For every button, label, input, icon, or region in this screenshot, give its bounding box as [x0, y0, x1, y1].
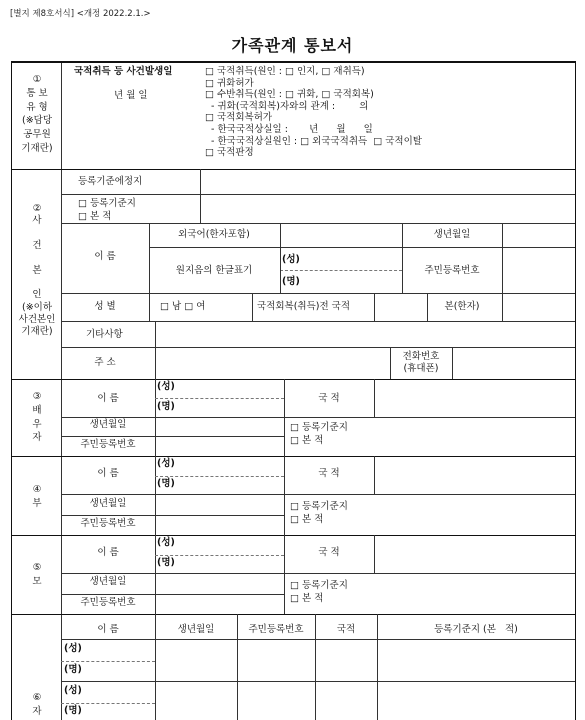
- section3-label: ③ 배 우 자: [32, 391, 42, 444]
- given-name-field[interactable]: (명): [282, 276, 300, 287]
- father-surname-field[interactable]: (성): [157, 458, 175, 469]
- father-name-label: 이 름: [97, 468, 119, 479]
- option-naturalization[interactable]: □ 귀화허가: [205, 77, 254, 89]
- base-reg-checkbox[interactable]: □ 등록기준지: [78, 198, 136, 209]
- option-accompanying[interactable]: □ 수반취득(원인 : □ 귀화, □ 국적회복): [205, 89, 374, 101]
- original-name-label: 원지음의 한글표기: [175, 265, 253, 276]
- spouse-base-origin-checkbox[interactable]: □ 본 적: [290, 435, 324, 446]
- mother-nationality-label: 국 적: [318, 547, 340, 558]
- sex-label: 성 별: [94, 301, 116, 312]
- rrn-label: 주민등록번호: [424, 265, 480, 276]
- option-loss-reason[interactable]: - 한국국적상실원인 : □ 외국국적취득 □ 국적이탈: [205, 135, 422, 147]
- father-birth-label: 생년월일: [89, 498, 127, 509]
- spouse-given-field[interactable]: (명): [157, 401, 175, 412]
- spouse-birth-label: 생년월일: [89, 419, 127, 430]
- spouse-nationality-label: 국 적: [318, 393, 340, 404]
- base-origin-checkbox[interactable]: □ 본 적: [78, 211, 112, 222]
- father-base-origin-checkbox[interactable]: □ 본 적: [290, 514, 324, 525]
- prev-nationality-label: 국적회복(취득)전 국적: [257, 301, 351, 312]
- option-nationality-acquisition[interactable]: □ 국적취득(원인 : □ 인지, □ 재취득): [205, 66, 365, 77]
- father-given-field[interactable]: (명): [157, 478, 175, 489]
- child1-surname-field[interactable]: (성): [64, 643, 82, 654]
- child-col-base: 등록기준지 (본 적): [434, 624, 518, 635]
- sex-options[interactable]: □ 남 □ 여: [160, 301, 206, 312]
- section1-label: ① 통 보 유 형 (※담당 공무원 기재란): [21, 74, 53, 154]
- mother-surname-field[interactable]: (성): [157, 537, 175, 548]
- section2-label: ② 사 건 본 인 (※이하 사건본인 기재란): [18, 203, 56, 338]
- spouse-surname-field[interactable]: (성): [157, 381, 175, 392]
- form-number: [별지 제8호서식] <개정 2022.2.1.>: [10, 9, 151, 19]
- section6-label: ⑥ 자: [32, 692, 42, 717]
- child-col-name: 이 름: [97, 624, 119, 635]
- birth-label: 생년월일: [433, 229, 471, 240]
- mother-birth-label: 생년월일: [89, 576, 127, 587]
- event-date-input[interactable]: 년 월 일: [114, 90, 148, 101]
- option-loss-date: - 한국국적상실일 : 년 월 일: [205, 123, 373, 135]
- address-label: 주 소: [94, 357, 116, 368]
- section5-label: ⑤ 모: [32, 562, 42, 587]
- child1-given-field[interactable]: (명): [64, 664, 82, 675]
- section4-label: ④ 부: [32, 484, 42, 509]
- father-base-reg-checkbox[interactable]: □ 등록기준지: [290, 501, 348, 512]
- option-determination[interactable]: □ 국적판정: [205, 147, 254, 159]
- option-relation: - 귀화(국적회복)자와의 관계 : 의: [205, 100, 369, 112]
- child2-surname-field[interactable]: (성): [64, 685, 82, 696]
- child-col-birth: 생년월일: [177, 624, 215, 635]
- spouse-rrn-label: 주민등록번호: [80, 439, 136, 450]
- child2-given-field[interactable]: (명): [64, 705, 82, 716]
- page-title: 가족관계 통보서: [231, 36, 354, 55]
- mother-base-origin-checkbox[interactable]: □ 본 적: [290, 593, 324, 604]
- mother-rrn-label: 주민등록번호: [80, 597, 136, 608]
- form-sheet: [11, 61, 576, 720]
- mother-given-field[interactable]: (명): [157, 557, 175, 568]
- spouse-base-reg-checkbox[interactable]: □ 등록기준지: [290, 422, 348, 433]
- name-label: 이 름: [94, 251, 116, 262]
- other-label: 기타사항: [86, 329, 123, 340]
- option-restoration[interactable]: □ 국적회복허가: [205, 112, 273, 124]
- notification-type-options[interactable]: [205, 66, 573, 159]
- child-col-rrn: 주민등록번호: [248, 624, 304, 635]
- father-rrn-label: 주민등록번호: [80, 518, 136, 529]
- father-nationality-label: 국 적: [318, 468, 340, 479]
- base-stop-label: 등록기준에정지: [78, 176, 143, 187]
- surname-field[interactable]: (성): [282, 254, 300, 265]
- child-col-nationality: 국적: [336, 624, 356, 635]
- foreign-name-label: 외국어(한자포함): [178, 229, 250, 240]
- mother-name-label: 이 름: [97, 547, 119, 558]
- spouse-name-label: 이 름: [97, 393, 119, 404]
- event-date-label: 국적취득 등 사건발생일: [74, 66, 173, 77]
- origin-hanja-label: 본(한자): [444, 301, 480, 312]
- phone-label: 전화번호 (휴대폰): [402, 351, 440, 374]
- mother-base-reg-checkbox[interactable]: □ 등록기준지: [290, 580, 348, 591]
